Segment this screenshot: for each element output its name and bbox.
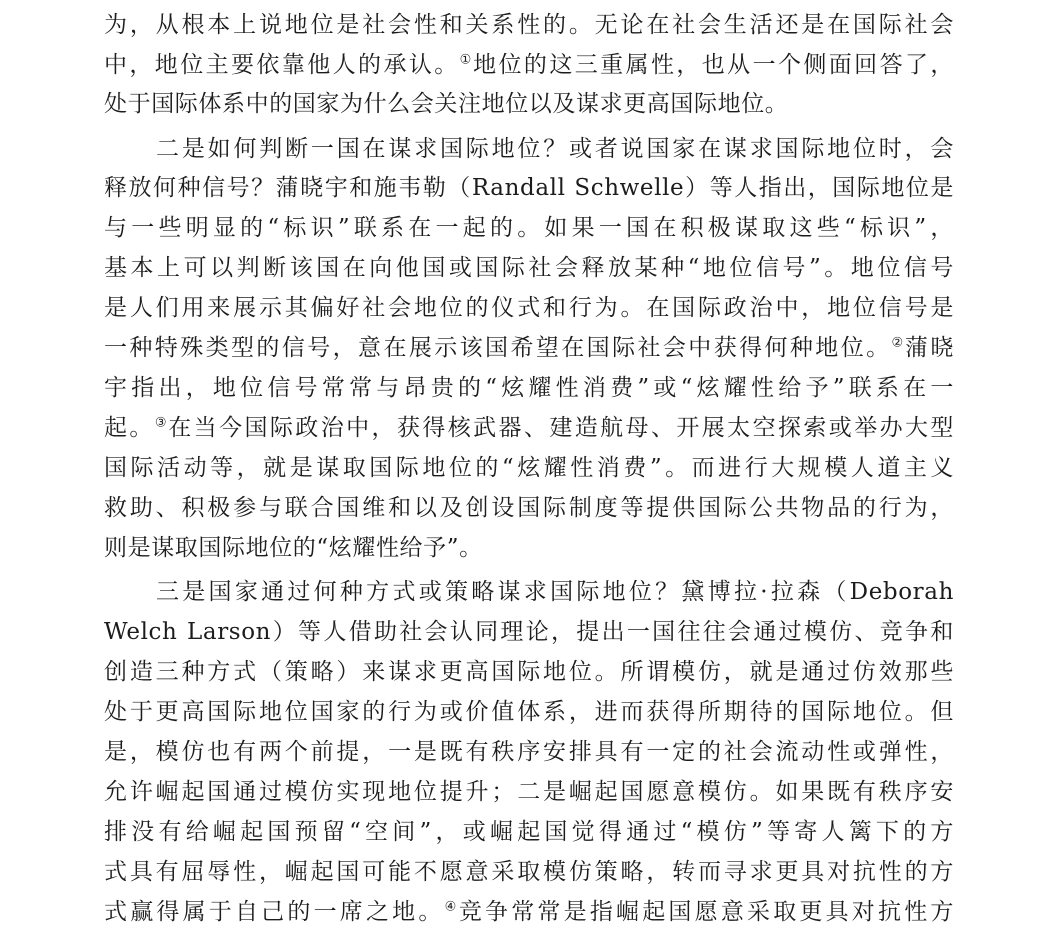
line-text: 蒲晓 bbox=[905, 335, 955, 361]
text-line-8 bbox=[104, 289, 954, 327]
text-line-22 bbox=[104, 853, 954, 891]
text-line-7 bbox=[104, 249, 954, 287]
footnote-marker-2[interactable]: ② bbox=[891, 335, 905, 351]
line-text: 式赢得属于自己的一席之地。 bbox=[104, 899, 445, 925]
line-text: 基本上可以判断该国在向他国或国际社会释放某种“地位信号”。地位信号 bbox=[104, 255, 954, 281]
line-text: 是人们用来展示其偏好社会地位的仪式和行为。在国际政治中，地位信号是 bbox=[104, 295, 954, 321]
text-line-18 bbox=[104, 693, 954, 731]
line-text: 允许崛起国通过模仿实现地位提升；二是崛起国愿意模仿。如果既有秩序安 bbox=[104, 779, 954, 805]
line-text: 一种特殊类型的信号，意在展示该国希望在国际社会中获得何种地位。 bbox=[104, 335, 892, 361]
text-line-9 bbox=[104, 329, 954, 367]
line-text: 国际活动等，就是谋取国际地位的“炫耀性消费”。而进行大规模人道主义 bbox=[104, 455, 954, 481]
text-line-5 bbox=[104, 169, 954, 207]
text-line-13 bbox=[104, 489, 954, 527]
text-line-1 bbox=[104, 6, 954, 44]
line-text: 三是国家通过何种方式或策略谋求国际地位？黛博拉·拉森（Deborah bbox=[156, 579, 954, 605]
text-line-19 bbox=[104, 733, 954, 771]
text-line-21 bbox=[104, 813, 954, 851]
line-text: 宇指出，地位信号常常与昂贵的“炫耀性消费”或“炫耀性给予”联系在一 bbox=[104, 375, 954, 401]
line-text: 为，从根本上说地位是社会性和关系性的。无论在社会生活还是在国际社会 bbox=[104, 12, 954, 38]
text-line-14 bbox=[104, 529, 954, 567]
line-text: 排没有给崛起国预留“空间”，或崛起国觉得通过“模仿”等寄人篱下的方 bbox=[104, 819, 954, 845]
line-text: 是，模仿也有两个前提，一是既有秩序安排具有一定的社会流动性或弹性， bbox=[104, 739, 954, 765]
text-line-2 bbox=[104, 46, 954, 84]
line-text: 释放何种信号？蒲晓宇和施韦勒（Randall Schwelle）等人指出，国际地位是 bbox=[104, 175, 954, 201]
line-text: 中，地位主要依靠他人的承认。 bbox=[104, 52, 460, 78]
line-text: 竞争常常是指崛起国愿意采取更具对抗性方 bbox=[458, 899, 955, 925]
line-text: 则是谋取国际地位的“炫耀性给予”。 bbox=[104, 535, 483, 561]
footnote-marker-4[interactable]: ④ bbox=[444, 899, 459, 915]
line-text: 起。 bbox=[104, 415, 155, 441]
text-line-6 bbox=[104, 209, 954, 247]
text-line-10 bbox=[104, 369, 954, 407]
line-text: 处于更高国际地位国家的行为或价值体系，进而获得所期待的国际地位。但 bbox=[104, 699, 954, 725]
text-line-20 bbox=[104, 773, 954, 811]
text-line-3 bbox=[104, 85, 954, 123]
text-line-16 bbox=[104, 613, 954, 651]
line-text: 在当今国际政治中，获得核武器、建造航母、开展太空探索或举办大型 bbox=[168, 415, 955, 441]
line-text: 地位的这三重属性，也从一个侧面回答了， bbox=[473, 52, 954, 78]
text-line-23 bbox=[104, 893, 954, 931]
line-text: 式具有屈辱性，崛起国可能不愿意采取模仿策略，转而寻求更具对抗性的方 bbox=[104, 859, 954, 885]
text-line-17 bbox=[104, 653, 954, 691]
line-text: 救助、积极参与联合国维和以及创设国际制度等提供国际公共物品的行为， bbox=[104, 495, 954, 521]
text-line-15 bbox=[156, 573, 954, 611]
line-text: 与一些明显的“标识”联系在一起的。如果一国在积极谋取这些“标识”， bbox=[104, 215, 954, 241]
line-text: Welch Larson）等人借助社会认同理论，提出一国往往会通过模仿、竞争和 bbox=[104, 619, 954, 645]
text-line-12 bbox=[104, 449, 954, 487]
footnote-marker-3[interactable]: ③ bbox=[154, 415, 169, 431]
text-line-4 bbox=[156, 130, 954, 168]
line-text: 二是如何判断一国在谋求国际地位？或者说国家在谋求国际地位时，会 bbox=[156, 136, 954, 162]
footnote-marker-1[interactable]: ① bbox=[459, 52, 474, 68]
text-line-11 bbox=[104, 409, 954, 447]
line-text: 创造三种方式（策略）来谋求更高国际地位。所谓模仿，就是通过仿效那些 bbox=[104, 659, 954, 685]
line-text: 处于国际体系中的国家为什么会关注地位以及谋求更高国际地位。 bbox=[104, 91, 789, 117]
